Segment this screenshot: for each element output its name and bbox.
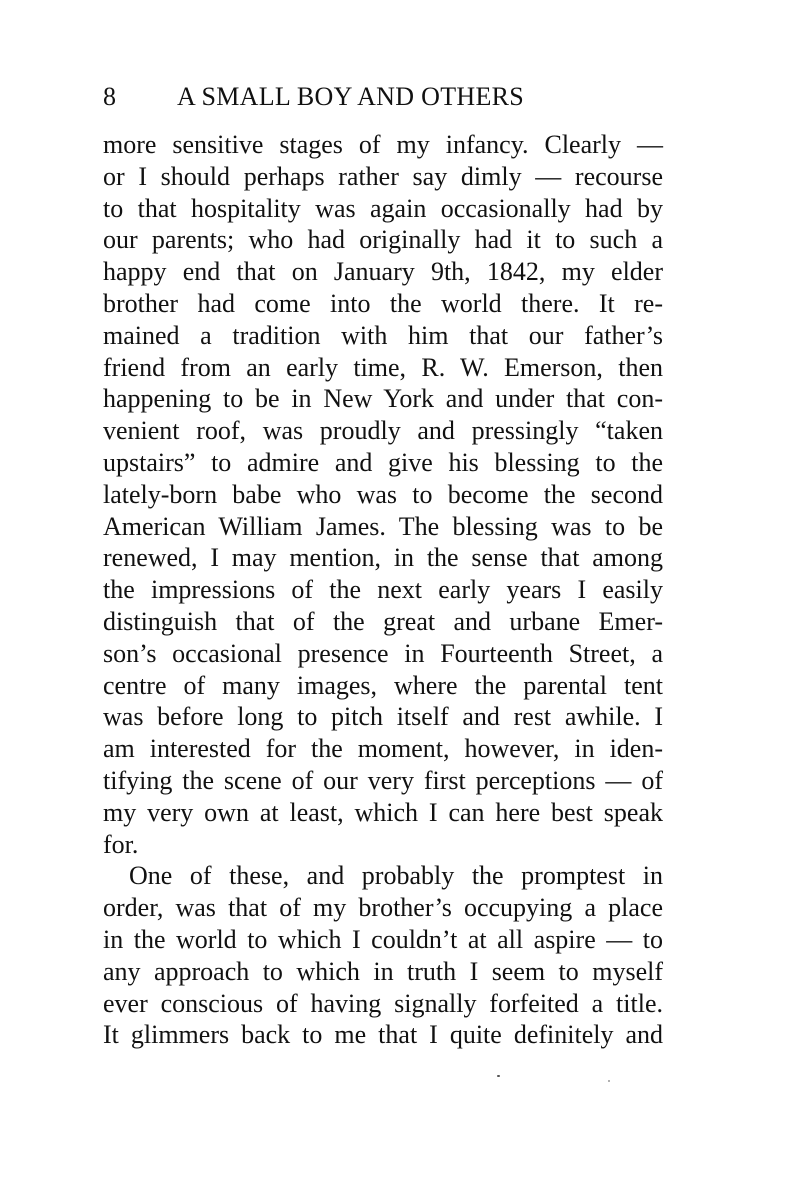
text-line: happening to be in New York and under that con- xyxy=(103,384,663,414)
text-line: upstairs” to admire and give his blessing to the xyxy=(103,447,663,477)
text-line: brother had come into the world there. It re- xyxy=(103,288,663,318)
text-line: centre of many images, where the parental tent xyxy=(103,670,663,700)
text-line: to that hospitality was again occasionally had by xyxy=(103,193,663,223)
paragraph-1 xyxy=(103,129,663,860)
text-line: was before long to pitch itself and rest awhile. I xyxy=(103,702,663,732)
text-line: tifying the scene of our very first perceptions — of xyxy=(103,765,663,795)
running-head xyxy=(103,80,663,114)
text-line: more sensitive stages of my infancy. Clearly — xyxy=(103,130,663,159)
text-line: the impressions of the next early years I easily xyxy=(103,575,663,605)
text-line: American William James. The blessing was to be xyxy=(103,511,663,541)
running-title: A SMALL BOY AND OTHERS xyxy=(177,82,525,111)
text-line: for. xyxy=(103,829,139,859)
text-line: One of these, and probably the promptest in xyxy=(129,861,663,891)
text-line: lately-born babe who was to become the second xyxy=(103,479,663,509)
page-number: 8 xyxy=(103,82,116,111)
text-line: friend from an early time, R. W. Emerson, then xyxy=(103,352,663,382)
text-line: in the world to which I couldn’t at all aspire — to xyxy=(103,924,663,954)
text-line: renewed, I may mention, in the sense that among xyxy=(103,543,663,573)
scan-speck xyxy=(497,1075,500,1077)
text-line: happy end that on January 9th, 1842, my elder xyxy=(103,257,663,287)
text-line: mained a tradition with him that our father’s xyxy=(103,320,663,350)
text-line: venient roof, was proudly and pressingly “taken xyxy=(103,416,663,446)
text-line: son’s occasional presence in Fourteenth Street, a xyxy=(103,638,663,668)
text-line: any approach to which in truth I seem to myself xyxy=(103,956,663,986)
text-line: ever conscious of having signally forfeited a title. xyxy=(103,988,663,1018)
text-line: our parents; who had originally had it to such a xyxy=(103,225,663,255)
text-line: my very own at least, which I can here best speak xyxy=(103,797,663,827)
text-line: It glimmers back to me that I quite definitely and xyxy=(103,1020,663,1050)
text-line: distinguish that of the great and urbane Emer- xyxy=(103,606,663,636)
body-text xyxy=(103,129,663,1051)
paragraph-2 xyxy=(103,860,663,1051)
text-line: or I should perhaps rather say dimly — recourse xyxy=(103,161,663,191)
text-line: order, was that of my brother’s occupying a place xyxy=(103,893,663,923)
scan-speck xyxy=(608,1080,610,1082)
text-line: am interested for the moment, however, in iden- xyxy=(103,734,663,764)
